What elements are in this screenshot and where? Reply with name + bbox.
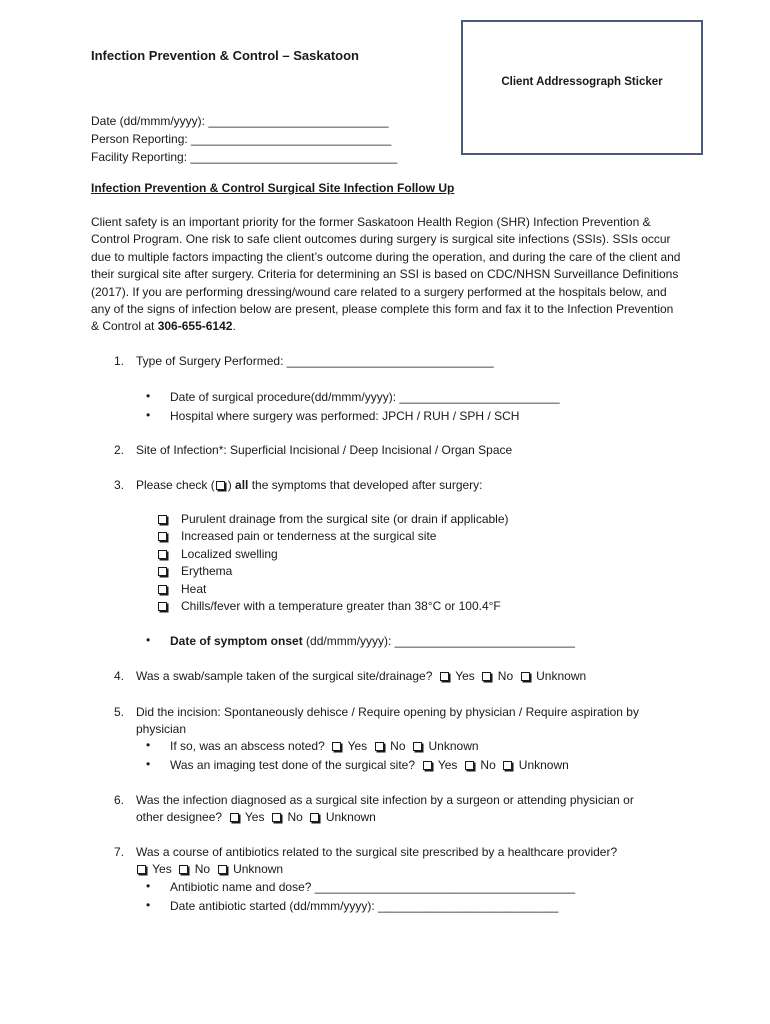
unknown-label: Unknown (233, 862, 284, 876)
symptom-label: Localized swelling (181, 547, 278, 561)
q3-post: the symptoms that developed after surgery: (248, 478, 483, 492)
question-number: 1. (114, 354, 125, 368)
checkbox-icon[interactable] (158, 532, 167, 541)
no-label: No (497, 669, 514, 683)
incision-options-cont: physician (136, 722, 187, 736)
no-label: No (194, 862, 211, 876)
yes-label: Yes (347, 739, 368, 753)
bullet-icon: • (146, 898, 151, 912)
q3-pre: Please check ( (136, 478, 215, 492)
intro-text: Client safety is an important priority for the former Saskatoon Health Region (SHR) Infection Prevention & Control Program. One risk to safe client outcomes during surgery is surgical site infections (SSIs). SSIs occur due to multiple factors impacting the client’s outcome during the operation, and during the care of the client and their surgical site after surgery. Criteria for determining an SSI is based on CDC/NHSN Surveillance Definitions (2017). If you are performing dressing/wound care related to a surgery performed at the hospitals below, and any of the signs of infection below are present, please complete this form and fax it to the Infection Prevention & Control at (91, 215, 681, 334)
bullet-icon: • (146, 879, 151, 893)
bullet-icon: • (146, 408, 151, 422)
no-label: No (480, 758, 496, 772)
no-checkbox[interactable] (482, 672, 491, 681)
surgery-type-field[interactable]: Type of Surgery Performed: _______________________________ (136, 354, 494, 368)
bullet-icon: • (146, 757, 151, 771)
date-field[interactable]: Date (dd/mmm/yyyy): ___________________________ (91, 114, 389, 128)
question-text (136, 478, 483, 492)
question-number: 2. (114, 443, 125, 457)
question-text: Was a course of antibiotics related to the surgical site prescribed by a healthcare provider? (136, 845, 618, 859)
facility-reporting-field[interactable]: Facility Reporting: _______________________________ (91, 150, 398, 164)
symptom-label: Purulent drainage from the surgical site (or drain if applicable) (181, 512, 509, 526)
abscess-text: If so, was an abscess noted? (170, 739, 325, 753)
intro-end: . (232, 319, 236, 334)
unknown-checkbox[interactable] (413, 742, 422, 751)
yes-label: Yes (455, 669, 475, 683)
unknown-label: Unknown (536, 669, 587, 683)
question-number: 5. (114, 705, 125, 719)
bullet-icon: • (146, 738, 151, 752)
yes-checkbox[interactable] (423, 761, 432, 770)
q3-all: all (235, 478, 249, 492)
unknown-label: Unknown (518, 758, 569, 772)
symptom-label: Heat (181, 582, 207, 596)
antibiotic-name-field[interactable]: Antibiotic name and dose? _______________________________________ (170, 880, 576, 894)
no-checkbox[interactable] (272, 813, 281, 822)
no-checkbox[interactable] (465, 761, 474, 770)
onset-label: Date of symptom onset (170, 634, 303, 648)
bullet-icon: • (146, 633, 151, 647)
yes-label: Yes (152, 862, 172, 876)
checkbox-icon[interactable] (158, 515, 167, 524)
bullet-icon: • (146, 389, 151, 403)
yes-checkbox[interactable] (137, 865, 146, 874)
unknown-label: Unknown (325, 810, 376, 824)
person-reporting-field[interactable]: Person Reporting: ______________________________ (91, 132, 392, 146)
hospital-options[interactable]: Hospital where surgery was performed: JPCH / RUH / SPH / SCH (170, 409, 520, 423)
sticker-label: Client Addressograph Sticker (501, 76, 663, 88)
question-number: 3. (114, 478, 125, 492)
yes-label: Yes (244, 810, 265, 824)
addressograph-sticker-box (461, 20, 703, 155)
abscess-question (170, 739, 479, 753)
fax-number: 306-655-6142 (157, 319, 233, 334)
section-heading: Infection Prevention & Control Surgical Site Infection Follow Up (91, 181, 455, 195)
question-number: 6. (114, 793, 125, 807)
answer-options (136, 862, 283, 876)
page-title: Infection Prevention & Control – Saskatoon (91, 48, 359, 63)
no-label: No (287, 810, 303, 824)
yes-label: Yes (437, 758, 458, 772)
question-text (136, 669, 586, 683)
imaging-question (170, 758, 569, 772)
unknown-checkbox[interactable] (310, 813, 319, 822)
checkbox-icon (216, 481, 225, 490)
infection-site-options[interactable]: Site of Infection*: Superficial Incisional / Deep Incisional / Organ Space (136, 443, 513, 457)
onset-rest: (dd/mmm/yyyy): ___________________________ (302, 634, 575, 648)
unknown-label: Unknown (428, 739, 479, 753)
question-number: 7. (114, 845, 125, 859)
symptom-onset-field[interactable] (170, 634, 575, 648)
question-text: Was the infection diagnosed as a surgical site infection by a surgeon or attending physician or (136, 793, 634, 807)
unknown-checkbox[interactable] (218, 865, 227, 874)
unknown-checkbox[interactable] (503, 761, 512, 770)
yes-checkbox[interactable] (440, 672, 449, 681)
checkbox-icon[interactable] (158, 567, 167, 576)
procedure-date-field[interactable]: Date of surgical procedure(dd/mmm/yyyy): ________________________ (170, 390, 560, 404)
antibiotic-start-date-field[interactable]: Date antibiotic started (dd/mmm/yyyy): ___________________________ (170, 899, 559, 913)
unknown-checkbox[interactable] (521, 672, 530, 681)
symptom-label: Increased pain or tenderness at the surgical site (181, 529, 437, 543)
checkbox-icon[interactable] (158, 585, 167, 594)
checkbox-icon[interactable] (158, 550, 167, 559)
question-text-cont (136, 810, 376, 824)
yes-checkbox[interactable] (332, 742, 341, 751)
incision-options[interactable]: Did the incision: Spontaneously dehisce / Require opening by physician / Require aspiration by (136, 705, 639, 719)
imaging-text: Was an imaging test done of the surgical site? (170, 758, 416, 772)
yes-checkbox[interactable] (230, 813, 239, 822)
report-meta (91, 112, 397, 166)
no-label: No (390, 739, 406, 753)
no-checkbox[interactable] (179, 865, 188, 874)
no-checkbox[interactable] (375, 742, 384, 751)
question-number: 4. (114, 669, 125, 683)
q3-mid: ) (227, 478, 236, 492)
checkbox-icon[interactable] (158, 602, 167, 611)
intro-paragraph (91, 214, 681, 336)
symptom-label: Erythema (181, 564, 233, 578)
q4-text: Was a swab/sample taken of the surgical site/drainage? (136, 669, 433, 683)
symptom-label: Chills/fever with a temperature greater than 38°C or 100.4°F (181, 599, 501, 613)
q6-text2: other designee? (136, 810, 223, 824)
